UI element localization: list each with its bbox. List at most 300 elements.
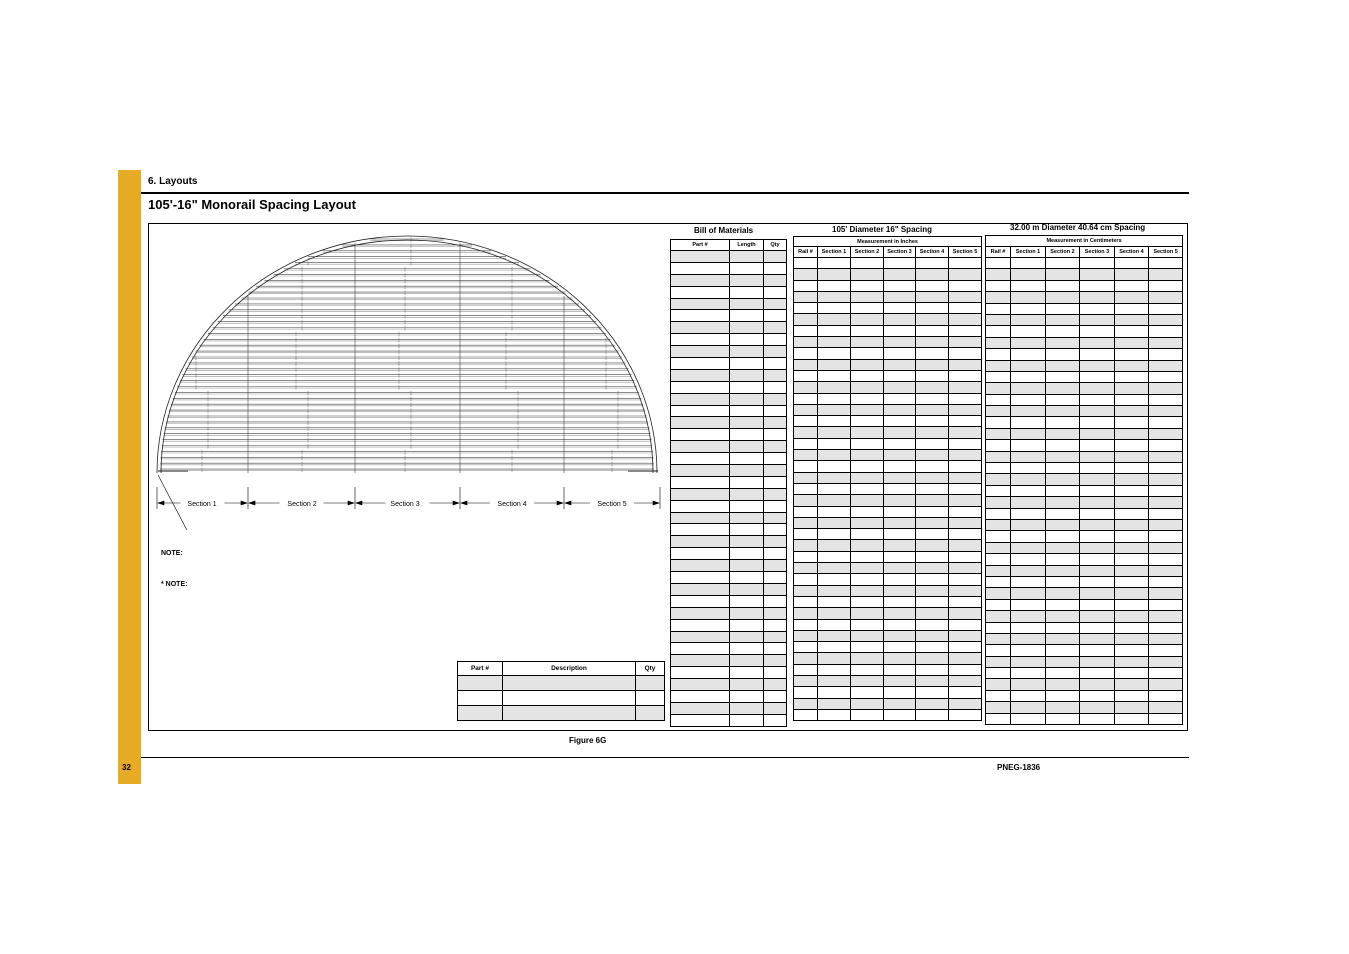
table-cell bbox=[986, 485, 1011, 496]
table-cell bbox=[730, 441, 764, 453]
table-row bbox=[671, 667, 787, 679]
table-row bbox=[671, 500, 787, 512]
table-cell bbox=[1046, 656, 1080, 667]
page-number: 32 bbox=[122, 763, 131, 772]
monorail-layout-drawing bbox=[150, 225, 665, 530]
table-row bbox=[986, 371, 1183, 382]
table-cell bbox=[949, 495, 982, 506]
table-cell bbox=[764, 512, 787, 524]
table-cell bbox=[916, 563, 949, 574]
table-row bbox=[986, 292, 1183, 303]
table-cell bbox=[1149, 554, 1183, 565]
table-row bbox=[794, 630, 982, 641]
table-cell bbox=[818, 675, 851, 686]
table-cell bbox=[794, 450, 818, 461]
table-cell bbox=[916, 642, 949, 653]
table-cell bbox=[851, 314, 884, 325]
table-cell bbox=[1011, 497, 1046, 508]
table-cell bbox=[949, 483, 982, 494]
table-cell bbox=[730, 286, 764, 298]
table-cell bbox=[916, 506, 949, 517]
table-cell bbox=[1046, 292, 1080, 303]
table-cell bbox=[916, 303, 949, 314]
table-row bbox=[458, 676, 665, 691]
table-cell bbox=[884, 291, 916, 302]
table-row bbox=[671, 690, 787, 702]
table-cell bbox=[1011, 292, 1046, 303]
table-cell bbox=[1149, 679, 1183, 690]
table-cell bbox=[794, 585, 818, 596]
table-cell bbox=[1080, 258, 1115, 269]
table-cell bbox=[671, 369, 730, 381]
section-2-label: Section 2 bbox=[287, 501, 317, 508]
table-cell bbox=[916, 337, 949, 348]
table-cell bbox=[671, 465, 730, 477]
table-cell bbox=[986, 326, 1011, 337]
table-cell bbox=[671, 714, 730, 726]
section-5-label: Section 5 bbox=[597, 501, 627, 508]
table-cell bbox=[884, 393, 916, 404]
table-cell bbox=[1115, 565, 1149, 576]
table-cell bbox=[764, 453, 787, 465]
table-cell bbox=[671, 298, 730, 310]
table-cell bbox=[884, 675, 916, 686]
table-cell bbox=[986, 292, 1011, 303]
table-cell bbox=[884, 450, 916, 461]
table-cell bbox=[671, 262, 730, 274]
table-row bbox=[794, 303, 982, 314]
table-cell bbox=[1149, 269, 1183, 280]
table-row bbox=[986, 633, 1183, 644]
table-cell bbox=[764, 524, 787, 536]
table-cell bbox=[730, 619, 764, 631]
table-cell bbox=[851, 563, 884, 574]
table-cell bbox=[818, 619, 851, 630]
table-cell bbox=[1115, 292, 1149, 303]
table-cell bbox=[764, 595, 787, 607]
table-row bbox=[794, 653, 982, 664]
table-cell bbox=[851, 585, 884, 596]
table-row bbox=[671, 714, 787, 726]
table-cell bbox=[916, 450, 949, 461]
page-title: 105'-16" Monorail Spacing Layout bbox=[148, 197, 356, 212]
table-cell bbox=[818, 472, 851, 483]
table-cell bbox=[1115, 713, 1149, 724]
table-cell bbox=[794, 337, 818, 348]
table-cell bbox=[1149, 690, 1183, 701]
table-cell bbox=[730, 643, 764, 655]
table-cell bbox=[1149, 485, 1183, 496]
table-cell bbox=[1149, 371, 1183, 382]
table-cell bbox=[916, 359, 949, 370]
table-cell bbox=[1046, 702, 1080, 713]
table-cell bbox=[1080, 656, 1115, 667]
table-cell bbox=[730, 346, 764, 358]
table-cell bbox=[794, 370, 818, 381]
table-cell bbox=[671, 560, 730, 572]
table-cell bbox=[851, 574, 884, 585]
table-cell bbox=[851, 630, 884, 641]
table-cell bbox=[851, 303, 884, 314]
table-cell bbox=[986, 474, 1011, 485]
table-cell bbox=[986, 406, 1011, 417]
table-cell bbox=[949, 461, 982, 472]
table-cell bbox=[671, 358, 730, 370]
table-cell bbox=[818, 709, 851, 720]
dimension-arrow bbox=[158, 501, 164, 505]
table-cell bbox=[986, 633, 1011, 644]
table-row bbox=[986, 314, 1183, 325]
table-cell bbox=[818, 653, 851, 664]
table-cell bbox=[764, 536, 787, 548]
table-cell bbox=[503, 691, 636, 706]
table-cell bbox=[1149, 428, 1183, 439]
table-cell bbox=[671, 512, 730, 524]
table-cell bbox=[1115, 303, 1149, 314]
table-cell bbox=[851, 438, 884, 449]
table-cell bbox=[1011, 269, 1046, 280]
table-row bbox=[671, 417, 787, 429]
table-cell bbox=[1149, 406, 1183, 417]
table-cell bbox=[884, 563, 916, 574]
table-cell bbox=[1046, 713, 1080, 724]
table-cell bbox=[986, 576, 1011, 587]
table-cell bbox=[949, 291, 982, 302]
table-cell bbox=[1046, 668, 1080, 679]
table-row bbox=[671, 298, 787, 310]
table-cell bbox=[949, 653, 982, 664]
table-cell bbox=[671, 548, 730, 560]
table-cell bbox=[1080, 497, 1115, 508]
header-rule bbox=[141, 192, 1189, 194]
table-cell bbox=[1115, 531, 1149, 542]
table-cell bbox=[818, 698, 851, 709]
table-cell bbox=[851, 698, 884, 709]
table-cell bbox=[1046, 599, 1080, 610]
table-row bbox=[671, 583, 787, 595]
table-cell bbox=[794, 483, 818, 494]
table-cell bbox=[1115, 485, 1149, 496]
table-cell bbox=[986, 542, 1011, 553]
table-cell bbox=[884, 472, 916, 483]
table-cell bbox=[884, 709, 916, 720]
table-cell bbox=[818, 551, 851, 562]
table-cell bbox=[1149, 702, 1183, 713]
table-cell bbox=[1046, 588, 1080, 599]
table-cell bbox=[986, 280, 1011, 291]
table-cell bbox=[1011, 258, 1046, 269]
table-cell bbox=[1011, 611, 1046, 622]
table-cell bbox=[1046, 440, 1080, 451]
table-row bbox=[794, 370, 982, 381]
table-cell bbox=[794, 551, 818, 562]
table-cell bbox=[1115, 394, 1149, 405]
table-cell bbox=[1011, 542, 1046, 553]
table-cell bbox=[949, 348, 982, 359]
table-cell bbox=[916, 653, 949, 664]
table-row bbox=[794, 359, 982, 370]
table-cell bbox=[851, 348, 884, 359]
table-cell bbox=[916, 540, 949, 551]
table-cell bbox=[949, 258, 982, 269]
inches-header-section-3: Section 3 bbox=[884, 247, 916, 258]
table-cell bbox=[851, 325, 884, 336]
table-cell bbox=[794, 698, 818, 709]
table-cell bbox=[1011, 440, 1046, 451]
table-cell bbox=[884, 427, 916, 438]
table-cell bbox=[1011, 576, 1046, 587]
table-cell bbox=[794, 303, 818, 314]
table-cell bbox=[916, 258, 949, 269]
table-row bbox=[794, 608, 982, 619]
table-row bbox=[671, 381, 787, 393]
table-cell bbox=[1115, 326, 1149, 337]
table-cell bbox=[916, 698, 949, 709]
table-cell bbox=[794, 314, 818, 325]
table-cell bbox=[1046, 417, 1080, 428]
table-cell bbox=[986, 565, 1011, 576]
table-cell bbox=[730, 679, 764, 691]
table-cell bbox=[1115, 383, 1149, 394]
table-cell bbox=[1149, 633, 1183, 644]
table-cell bbox=[1046, 314, 1080, 325]
table-row bbox=[986, 406, 1183, 417]
table-row bbox=[986, 542, 1183, 553]
table-cell bbox=[1149, 292, 1183, 303]
table-row bbox=[671, 702, 787, 714]
table-cell bbox=[1080, 554, 1115, 565]
table-cell bbox=[851, 642, 884, 653]
table-cell bbox=[764, 643, 787, 655]
table-cell bbox=[1080, 713, 1115, 724]
table-cell bbox=[764, 667, 787, 679]
table-cell bbox=[1149, 599, 1183, 610]
table-cell bbox=[1149, 280, 1183, 291]
table-row bbox=[794, 314, 982, 325]
table-row bbox=[986, 656, 1183, 667]
table-cell bbox=[671, 667, 730, 679]
table-cell bbox=[1149, 497, 1183, 508]
table-cell bbox=[1011, 394, 1046, 405]
table-cell bbox=[818, 325, 851, 336]
table-cell bbox=[794, 596, 818, 607]
table-cell bbox=[794, 630, 818, 641]
table-cell bbox=[1011, 645, 1046, 656]
table-cell bbox=[671, 524, 730, 536]
table-cell bbox=[1149, 531, 1183, 542]
table-cell bbox=[1046, 428, 1080, 439]
table-cell bbox=[730, 690, 764, 702]
table-cell bbox=[818, 393, 851, 404]
table-cell bbox=[986, 554, 1011, 565]
table-cell bbox=[818, 427, 851, 438]
table-cell bbox=[730, 583, 764, 595]
table-row bbox=[794, 675, 982, 686]
table-cell bbox=[986, 645, 1011, 656]
table-cell bbox=[986, 519, 1011, 530]
table-cell bbox=[986, 440, 1011, 451]
table-cell bbox=[794, 709, 818, 720]
table-cell bbox=[949, 280, 982, 291]
cm-header-section-4: Section 4 bbox=[1115, 247, 1149, 258]
part-table-header-description: Description bbox=[503, 662, 636, 676]
table-cell bbox=[949, 337, 982, 348]
table-cell bbox=[1046, 280, 1080, 291]
table-cell bbox=[986, 702, 1011, 713]
table-row bbox=[986, 645, 1183, 656]
table-cell bbox=[1080, 451, 1115, 462]
table-cell bbox=[730, 667, 764, 679]
table-cell bbox=[1046, 679, 1080, 690]
table-row bbox=[794, 574, 982, 585]
table-cell bbox=[949, 517, 982, 528]
table-cell bbox=[1080, 531, 1115, 542]
table-cell bbox=[1011, 554, 1046, 565]
table-cell bbox=[794, 563, 818, 574]
table-cell bbox=[794, 438, 818, 449]
table-cell bbox=[1115, 702, 1149, 713]
table-cell bbox=[764, 346, 787, 358]
chapter-tab bbox=[118, 170, 141, 784]
dimension-arrow bbox=[461, 501, 467, 505]
table-cell bbox=[671, 393, 730, 405]
table-cell bbox=[884, 551, 916, 562]
table-row bbox=[794, 698, 982, 709]
table-cell bbox=[851, 608, 884, 619]
table-row bbox=[671, 631, 787, 643]
table-cell bbox=[949, 506, 982, 517]
table-cell bbox=[986, 417, 1011, 428]
table-cell bbox=[1149, 656, 1183, 667]
table-cell bbox=[1080, 326, 1115, 337]
dimension-arrow bbox=[453, 501, 459, 505]
table-row bbox=[671, 655, 787, 667]
table-cell bbox=[1149, 645, 1183, 656]
table-cell bbox=[986, 599, 1011, 610]
table-cell bbox=[986, 383, 1011, 394]
table-cell bbox=[764, 405, 787, 417]
bin-arc-outer bbox=[157, 236, 657, 473]
table-row bbox=[671, 358, 787, 370]
table-row bbox=[986, 451, 1183, 462]
table-cell bbox=[794, 393, 818, 404]
table-row bbox=[986, 508, 1183, 519]
table-cell bbox=[1149, 576, 1183, 587]
table-cell bbox=[1115, 588, 1149, 599]
table-row bbox=[986, 668, 1183, 679]
table-row bbox=[986, 622, 1183, 633]
table-cell bbox=[884, 337, 916, 348]
table-cell bbox=[671, 274, 730, 286]
table-cell bbox=[1149, 417, 1183, 428]
table-cell bbox=[949, 596, 982, 607]
table-cell bbox=[764, 262, 787, 274]
table-cell bbox=[794, 461, 818, 472]
table-row bbox=[986, 463, 1183, 474]
table-row bbox=[794, 495, 982, 506]
table-row bbox=[671, 322, 787, 334]
table-cell bbox=[1080, 428, 1115, 439]
table-cell bbox=[884, 348, 916, 359]
table-cell bbox=[730, 595, 764, 607]
table-cell bbox=[1011, 463, 1046, 474]
table-row bbox=[794, 280, 982, 291]
cm-spacing-table bbox=[985, 235, 1183, 725]
table-cell bbox=[671, 405, 730, 417]
table-cell bbox=[764, 476, 787, 488]
table-row bbox=[986, 519, 1183, 530]
table-cell bbox=[1011, 485, 1046, 496]
table-cell bbox=[1080, 406, 1115, 417]
table-cell bbox=[794, 269, 818, 280]
table-cell bbox=[986, 258, 1011, 269]
table-row bbox=[794, 450, 982, 461]
table-row bbox=[986, 679, 1183, 690]
part-table bbox=[457, 661, 665, 721]
table-cell bbox=[1080, 303, 1115, 314]
table-cell bbox=[818, 382, 851, 393]
table-cell bbox=[986, 428, 1011, 439]
table-cell bbox=[794, 359, 818, 370]
table-cell bbox=[1149, 668, 1183, 679]
table-cell bbox=[1011, 417, 1046, 428]
table-cell bbox=[730, 465, 764, 477]
table-cell bbox=[818, 529, 851, 540]
dimension-arrow bbox=[557, 501, 563, 505]
table-cell bbox=[851, 675, 884, 686]
table-row bbox=[794, 382, 982, 393]
table-cell bbox=[794, 608, 818, 619]
table-cell bbox=[794, 675, 818, 686]
table-cell bbox=[884, 574, 916, 585]
table-cell bbox=[730, 714, 764, 726]
table-cell bbox=[730, 334, 764, 346]
table-cell bbox=[916, 551, 949, 562]
table-cell bbox=[1011, 702, 1046, 713]
table-cell bbox=[1080, 360, 1115, 371]
bin-arc-inner bbox=[161, 240, 653, 473]
table-cell bbox=[730, 274, 764, 286]
table-row bbox=[671, 560, 787, 572]
table-cell bbox=[730, 429, 764, 441]
table-cell bbox=[1011, 519, 1046, 530]
table-cell bbox=[794, 280, 818, 291]
table-cell bbox=[884, 461, 916, 472]
table-cell bbox=[949, 404, 982, 415]
table-cell bbox=[1011, 690, 1046, 701]
table-cell bbox=[949, 393, 982, 404]
table-row bbox=[671, 405, 787, 417]
table-cell bbox=[1149, 440, 1183, 451]
table-row bbox=[794, 483, 982, 494]
table-cell bbox=[851, 540, 884, 551]
table-cell bbox=[1080, 508, 1115, 519]
table-cell bbox=[949, 698, 982, 709]
table-cell bbox=[458, 691, 503, 706]
table-cell bbox=[764, 429, 787, 441]
table-cell bbox=[764, 251, 787, 263]
table-cell bbox=[818, 258, 851, 269]
table-cell bbox=[1115, 542, 1149, 553]
table-cell bbox=[986, 394, 1011, 405]
table-cell bbox=[818, 438, 851, 449]
table-cell bbox=[730, 417, 764, 429]
inches-header-section-4: Section 4 bbox=[916, 247, 949, 258]
table-cell bbox=[671, 607, 730, 619]
figure-caption: Figure 6G bbox=[569, 736, 607, 745]
table-cell bbox=[458, 706, 503, 721]
table-cell bbox=[851, 393, 884, 404]
